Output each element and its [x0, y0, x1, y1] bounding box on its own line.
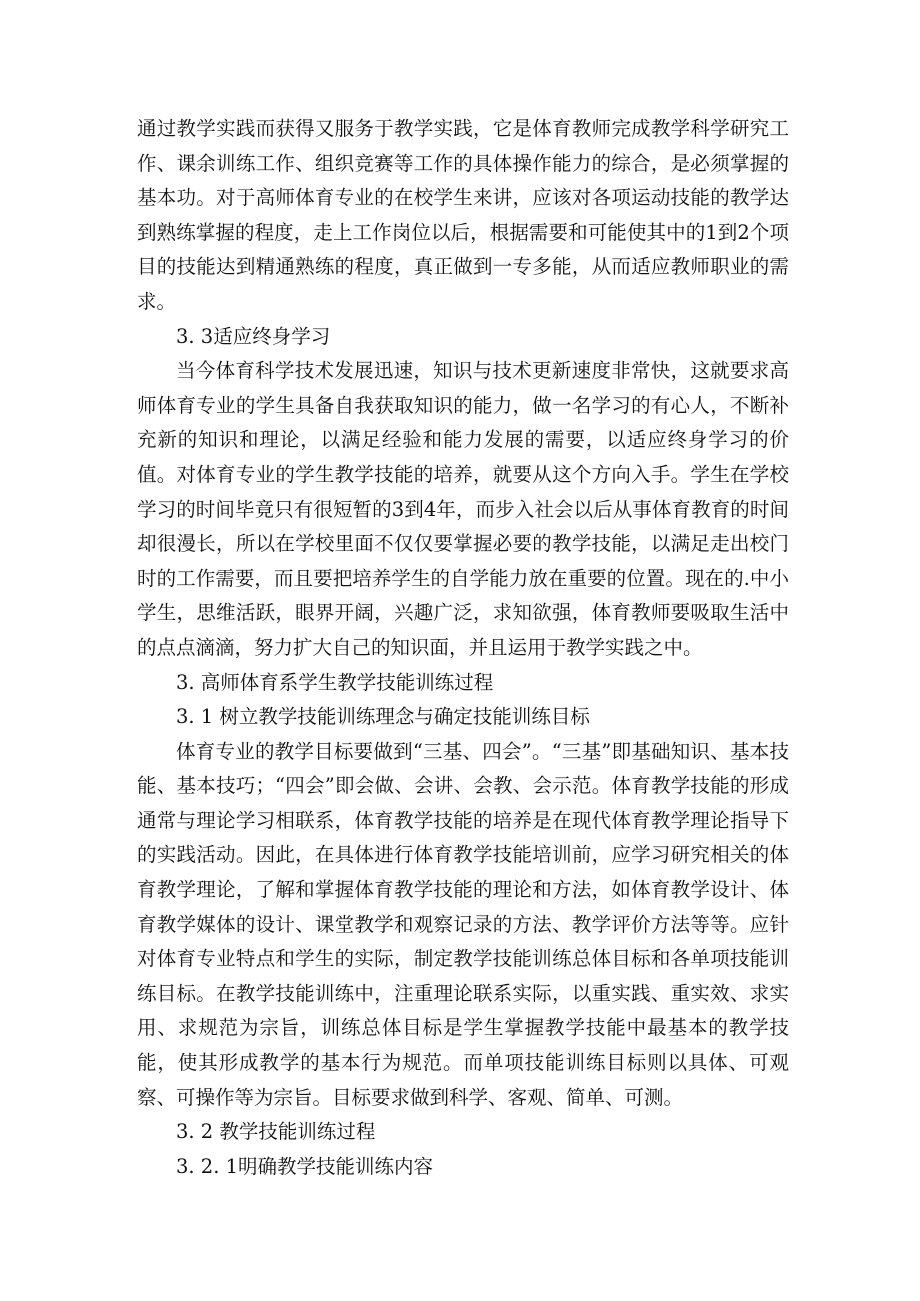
section-heading-3: 3. 高师体育系学生教学技能训练过程	[176, 670, 494, 694]
section-heading-3-3: 3. 3适应终身学习	[176, 324, 331, 348]
paragraph-3-1: 体育专业的教学目标要做到“三基、四会”。“三基”即基础知识、基本技能、基本技巧；“四会”即会做、会讲、会教、会示范。体育教学技能的形成通常与理论学习相联系，体育教学技能的培养是在现代体育教学理论指导下的实践活动。因此，在具体进行体育教学技能培训前，应学习研究相关的体育教学理论，了解和掌握体育教学技能的理论和方法，如体育教学设计、体育教学媒体的设计、课堂教学和观察记录的方法、教学评价方法等等。应针对体育专业特点和学生的实际，制定教学技能训练总体目标和各单项技能训练目标。在教学技能训练中，注重理论联系实际，以重实践、重实效、求实用、求规范为宗旨，训练总体目标是学生掌握教学技能中最基本的教学技能，使其形成教学的基本行为规范。而单项技能训练目标则以具体、可观察、可操作等为宗旨。目标要求做到科学、客观、简单、可测。	[137, 739, 789, 1109]
paragraph-intro: 通过教学实践而获得又服务于教学实践，它是体育教师完成教学科学研究工作、课余训练工作、组织竞赛等工作的具体操作能力的综合，是必须掌握的基本功。对于高师体育专业的在校学生来讲，应该对各项运动技能的教学达到熟练掌握的程度，走上工作岗位以后，根据需要和可能使其中的1到2个项目的技能达到精通熟练的程度，真正做到一专多能，从而适应教师职业的需求。	[137, 117, 789, 313]
section-heading-3-1: 3. 1 树立教学技能训练理念与确定技能训练目标	[176, 705, 590, 729]
paragraph-3-3: 当今体育科学技术发展迅速，知识与技术更新速度非常快，这就要求高师体育专业的学生具备自我获取知识的能力，做一名学习的有心人，不断补充新的知识和理论，以满足经验和能力发展的需要，以适应终身学习的价值。对体育专业的学生教学技能的培养，就要从这个方向入手。学生在学校学习的时间毕竟只有很短暂的3到4年，而步入社会以后从事体育教育的时间却很漫长，所以在学校里面不仅仅要掌握必要的教学技能，以满足走出校门时的工作需要，而且要把培养学生的自学能力放在重要的位置。现在的.中小学生，思维活跃，眼界开阔，兴趣广泛，求知欲强，体育教师要吸取生活中的点点滴滴，努力扩大自己的知识面，并且运用于教学实践之中。	[137, 359, 789, 659]
section-heading-3-2: 3. 2 教学技能训练过程	[176, 1120, 376, 1144]
section-heading-3-2-1: 3. 2. 1明确教学技能训练内容	[176, 1154, 434, 1178]
document-body	[137, 112, 789, 1184]
